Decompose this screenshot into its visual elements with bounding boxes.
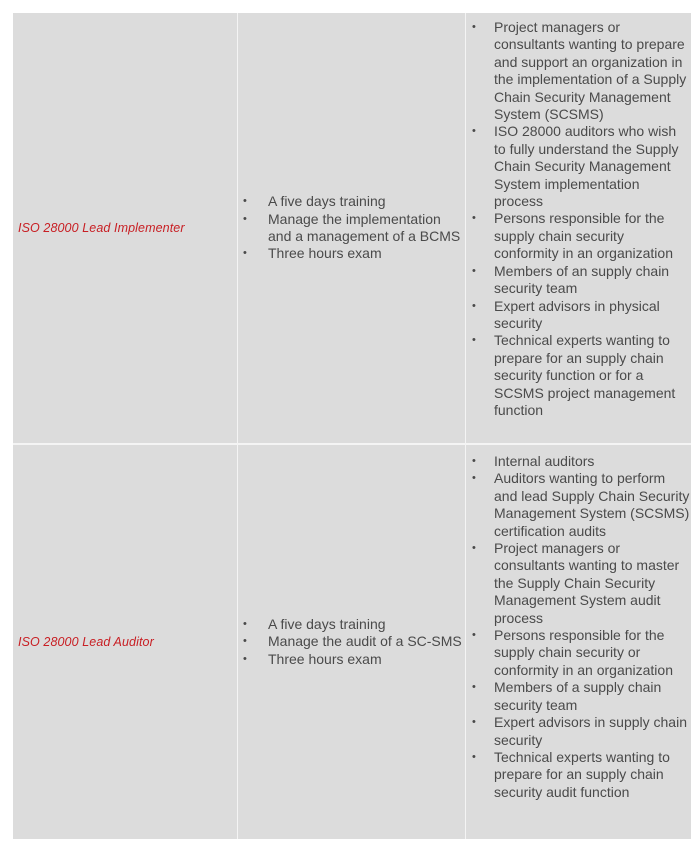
bullet-icon: • (472, 264, 476, 277)
column-divider (465, 13, 466, 839)
list-item: • Expert advisors in physical security (472, 297, 660, 331)
list-item: • Members of an supply chain security team (472, 262, 670, 297)
list-item: • A five days training (243, 193, 386, 210)
bullet-icon: • (472, 681, 476, 694)
bullet-icon: • (472, 212, 476, 225)
bullet-icon: • (472, 750, 476, 763)
list-item: • Technical experts wanting to prepare for an supply chain security audit function (472, 748, 670, 800)
list-item: • ISO 28000 auditors who wish to fully understand the Supply Chain Security Management System implementation process (472, 123, 679, 210)
bullet-icon: • (243, 195, 247, 208)
list-item: • Expert advisors in supply chain security (472, 714, 687, 748)
course-title: ISO 28000 Lead Implementer (18, 221, 185, 235)
bullet-icon: • (472, 334, 476, 347)
list-item: • Three hours exam (243, 650, 382, 667)
audience-cell (468, 445, 691, 839)
table-row (13, 445, 691, 839)
course-title: ISO 28000 Lead Auditor (18, 635, 154, 649)
list-item: • Technical experts wanting to prepare for an supply chain security function or for a SCSMS project management function (472, 332, 676, 418)
course-details-cell (239, 445, 463, 839)
audience-list (468, 453, 691, 801)
list-item: • Manage the implementation and a management of a BCMS (243, 210, 461, 244)
list-item: • Manage the audit of a SC-SMS (243, 633, 462, 650)
bullet-icon: • (472, 716, 476, 729)
bullet-icon: • (243, 635, 247, 648)
bullet-icon: • (243, 617, 247, 630)
bullet-icon: • (472, 299, 476, 312)
audience-cell (468, 13, 691, 443)
bullet-icon: • (243, 652, 247, 665)
bullet-icon: • (472, 542, 476, 555)
list-item: • Three hours exam (243, 245, 382, 262)
list-item: • Persons responsible for the supply chain security or conformity in an organization (472, 627, 673, 678)
course-details-cell (239, 13, 463, 443)
course-title-cell (18, 445, 233, 839)
bullet-icon: • (472, 629, 476, 642)
column-divider (237, 13, 238, 839)
audience-list (468, 19, 691, 419)
bullet-icon: • (472, 455, 476, 467)
list-item: • Persons responsible for the supply chain security conformity in an organization (472, 210, 673, 262)
list-item: • Internal auditors (472, 453, 595, 469)
bullet-icon: • (472, 21, 476, 33)
course-details-list (239, 193, 463, 263)
bullet-icon: • (472, 472, 476, 485)
table-row (13, 13, 691, 443)
list-item: • Project managers or consultants wanting to prepare and support an organization in the implementation of a Supply Chain Security Management System (SCSMS) (472, 19, 687, 123)
bullet-icon: • (243, 212, 247, 225)
bullet-icon: • (243, 247, 247, 260)
list-item: • A five days training (243, 615, 386, 632)
list-item: • Members of a supply chain security team (472, 679, 662, 713)
course-details-list (239, 616, 463, 668)
bullet-icon: • (472, 125, 476, 138)
course-table (13, 13, 691, 839)
list-item: • Auditors wanting to perform and lead Supply Chain Security Management System (SCSMS) certification audits (472, 470, 690, 539)
list-item: • Project managers or consultants wanting to master the Supply Chain Security Management System audit process (472, 540, 680, 626)
course-title-cell (18, 13, 233, 443)
